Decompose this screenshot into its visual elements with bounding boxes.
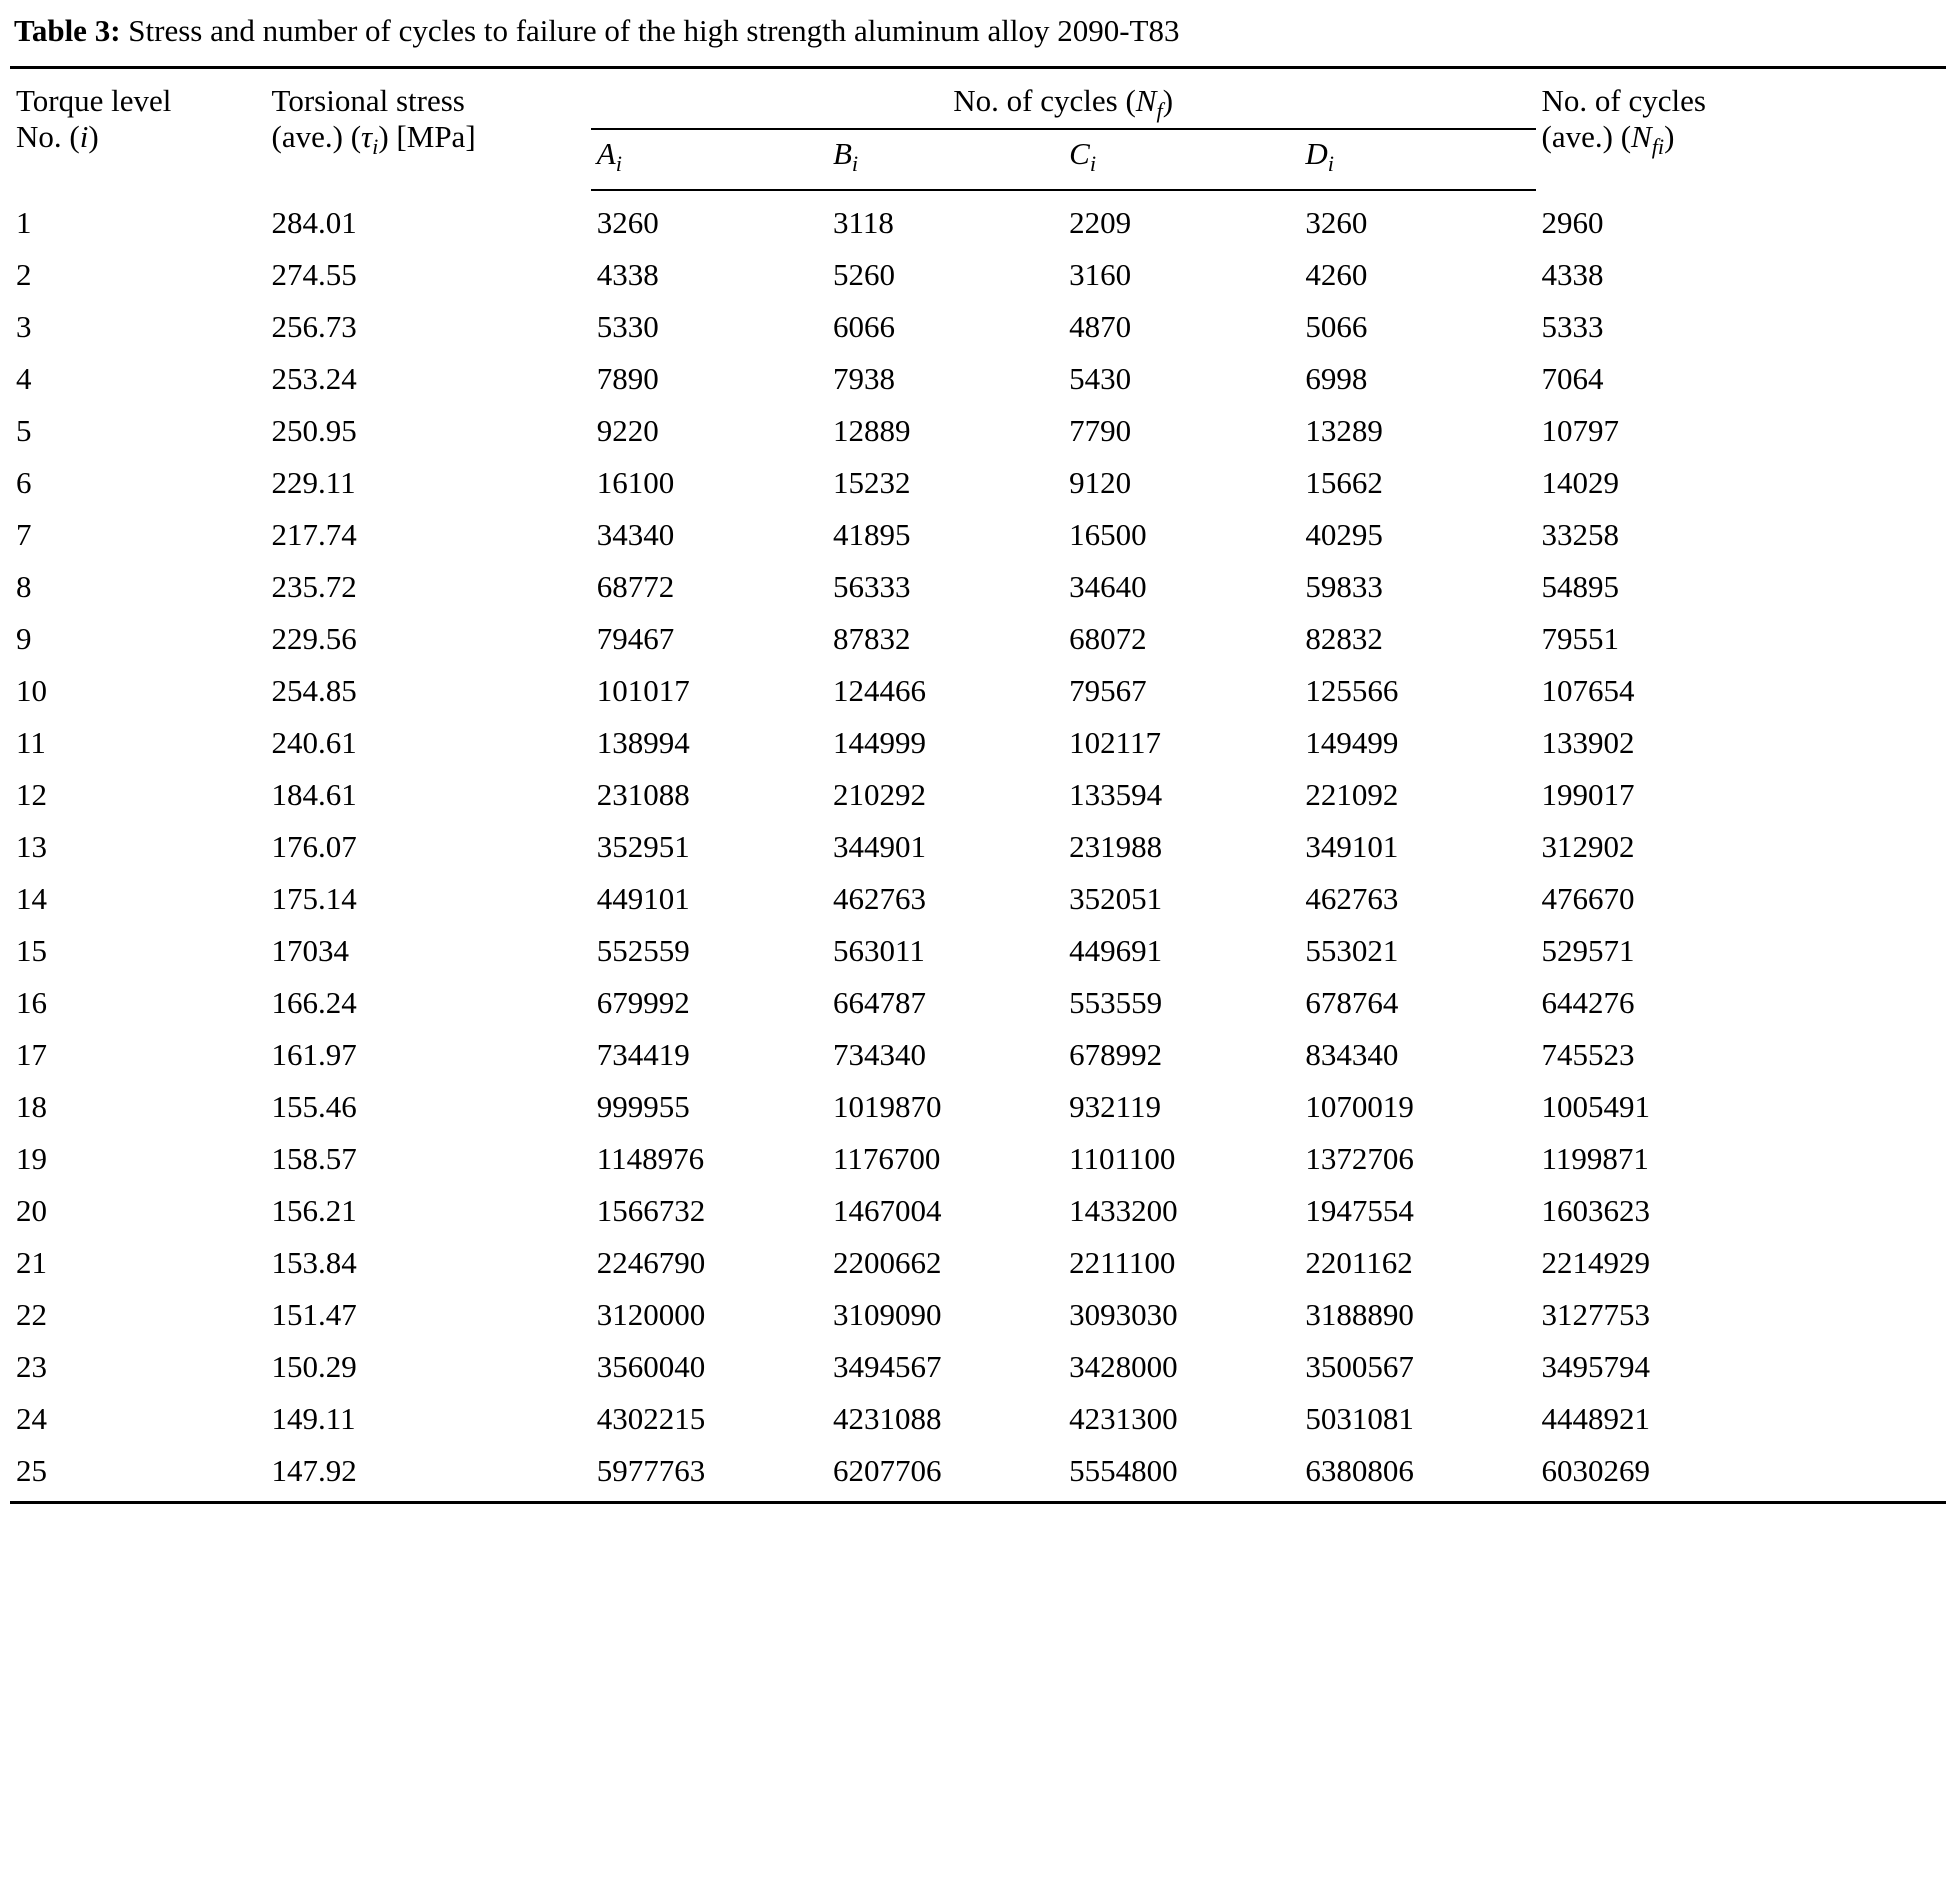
table-row — [10, 665, 1946, 717]
cell-torque-level: 17 — [16, 1037, 47, 1073]
cell-cycles-average: 199017 — [1541, 777, 1635, 813]
cell-cycles-d: 834340 — [1305, 1037, 1399, 1073]
cell-torsional-stress: 184.61 — [271, 777, 357, 813]
cell-cycles-average: 3127753 — [1541, 1297, 1651, 1333]
cell-torsional-stress: 284.01 — [271, 205, 357, 241]
cell-torsional-stress: 161.97 — [271, 1037, 357, 1073]
cell-cycles-b: 7938 — [832, 361, 895, 397]
cell-torsional-stress: 254.85 — [271, 673, 357, 709]
cell-torque-level: 8 — [16, 569, 32, 605]
cell-cycles-d: 15662 — [1305, 465, 1383, 501]
cell-torsional-stress: 158.57 — [271, 1141, 357, 1177]
cell-torque-level: 24 — [16, 1401, 47, 1437]
cell-torsional-stress: 176.07 — [271, 829, 357, 865]
header-row-group — [10, 67, 1946, 129]
table-row — [10, 1237, 1946, 1289]
cell-cycles-b: 3494567 — [832, 1349, 942, 1385]
cell-cycles-c: 68072 — [1069, 621, 1147, 657]
table-row — [10, 925, 1946, 977]
cell-cycles-c: 5430 — [1069, 361, 1132, 397]
cell-cycles-d: 82832 — [1305, 621, 1383, 657]
cell-torque-level: 15 — [16, 933, 47, 969]
cell-cycles-a: 16100 — [596, 465, 675, 501]
cell-torque-level: 13 — [16, 829, 47, 865]
cell-cycles-a: 734419 — [596, 1037, 690, 1073]
cell-cycles-c: 5554800 — [1063, 1445, 1299, 1503]
cell-cycles-c: 16500 — [1069, 517, 1147, 553]
cell-cycles-average: 10797 — [1541, 413, 1620, 449]
cell-cycles-b: 1019870 — [832, 1089, 942, 1125]
table-row — [10, 769, 1946, 821]
cell-cycles-d: 553021 — [1305, 933, 1399, 969]
cell-cycles-a: 138994 — [596, 725, 690, 761]
header-torsional-stress — [266, 67, 591, 190]
table-row — [10, 977, 1946, 1029]
table-row — [10, 509, 1946, 561]
header-cycles-average — [1536, 67, 1946, 190]
cell-cycles-b: 2200662 — [832, 1245, 942, 1281]
cell-cycles-average: 6030269 — [1536, 1445, 1946, 1503]
header-cycles-average-line2: (ave.) $(N_{fi})$ — [1541, 118, 1675, 160]
header-group-cycles: No. of cycles $(N_f)$ — [591, 67, 1536, 129]
header-torsional-stress-line1: Torsional stress — [271, 82, 465, 118]
cell-cycles-average: 745523 — [1541, 1037, 1635, 1073]
cell-torsional-stress: 217.74 — [271, 517, 357, 553]
cell-torsional-stress: 229.11 — [271, 465, 356, 501]
cell-cycles-d: 1372706 — [1305, 1141, 1414, 1177]
cell-cycles-d: 59833 — [1305, 569, 1383, 605]
cell-cycles-average: 1603623 — [1541, 1193, 1651, 1229]
cell-cycles-a: 679992 — [596, 985, 690, 1021]
cell-torque-level: 14 — [16, 881, 47, 917]
table-body — [10, 190, 1946, 1503]
cell-cycles-b: 1176700 — [832, 1141, 941, 1177]
header-cycles-average-line1: No. of cycles — [1541, 82, 1706, 118]
cell-cycles-d: 1070019 — [1305, 1089, 1414, 1125]
table-row — [10, 301, 1946, 353]
table-row — [10, 1289, 1946, 1341]
cell-cycles-b: 87832 — [832, 621, 911, 657]
table-row — [10, 249, 1946, 301]
cell-cycles-a: 3560040 — [596, 1349, 706, 1385]
cell-cycles-average: 107654 — [1541, 673, 1635, 709]
cell-cycles-a: 231088 — [596, 777, 690, 813]
cell-cycles-d: 3500567 — [1305, 1349, 1414, 1385]
cell-cycles-average: 1199871 — [1541, 1141, 1649, 1177]
header-col-b: $B_i$ — [827, 129, 1063, 190]
cell-cycles-b: 56333 — [832, 569, 911, 605]
cell-cycles-average: 476670 — [1541, 881, 1635, 917]
cell-cycles-b: 144999 — [832, 725, 926, 761]
cell-cycles-a: 3120000 — [596, 1297, 706, 1333]
cell-torque-level: 20 — [16, 1193, 47, 1229]
cell-torque-level: 10 — [16, 673, 47, 709]
cell-cycles-c: 352051 — [1069, 881, 1163, 917]
cell-cycles-b: 1467004 — [832, 1193, 942, 1229]
cell-cycles-b: 41895 — [832, 517, 911, 553]
cell-cycles-c: 4231300 — [1069, 1401, 1178, 1437]
table-head — [10, 67, 1946, 190]
cell-cycles-d: 1947554 — [1305, 1193, 1414, 1229]
cell-cycles-a: 79467 — [596, 621, 675, 657]
cell-torsional-stress: 256.73 — [271, 309, 357, 345]
cell-cycles-b: 124466 — [832, 673, 926, 709]
cell-cycles-c: 34640 — [1069, 569, 1147, 605]
table-row — [10, 1133, 1946, 1185]
cell-cycles-c: 3160 — [1069, 257, 1132, 293]
cell-torsional-stress: 155.46 — [271, 1089, 357, 1125]
cell-cycles-d: 40295 — [1305, 517, 1383, 553]
cell-cycles-d: 6380806 — [1299, 1445, 1535, 1503]
cell-torsional-stress: 240.61 — [271, 725, 357, 761]
cell-torsional-stress: 166.24 — [271, 985, 357, 1021]
cell-cycles-c: 449691 — [1069, 933, 1163, 969]
cell-torsional-stress: 17034 — [271, 933, 350, 969]
cell-cycles-d: 6998 — [1305, 361, 1368, 397]
cell-cycles-average: 312902 — [1541, 829, 1635, 865]
cell-torsional-stress: 175.14 — [271, 881, 357, 917]
cell-cycles-a: 352951 — [596, 829, 690, 865]
cell-cycles-a: 3260 — [596, 205, 659, 241]
cell-cycles-a: 4338 — [596, 257, 659, 293]
cell-cycles-a: 5977763 — [591, 1445, 827, 1503]
cell-torque-level: 2 — [16, 257, 32, 293]
cell-cycles-c: 678992 — [1069, 1037, 1163, 1073]
table-row — [10, 613, 1946, 665]
cell-torque-level: 16 — [16, 985, 47, 1021]
cell-torque-level: 5 — [16, 413, 32, 449]
cell-torsional-stress: 253.24 — [271, 361, 357, 397]
cell-torsional-stress: 153.84 — [271, 1245, 357, 1281]
cell-cycles-average: 2960 — [1541, 205, 1604, 241]
cell-cycles-c: 2209 — [1069, 205, 1132, 241]
cell-cycles-average: 1005491 — [1541, 1089, 1651, 1125]
cell-cycles-c: 553559 — [1069, 985, 1163, 1021]
cell-cycles-b: 210292 — [832, 777, 926, 813]
cell-cycles-average: 4448921 — [1541, 1401, 1651, 1437]
cell-cycles-b: 12889 — [832, 413, 911, 449]
table-caption-label: Table 3: — [14, 13, 121, 48]
cell-cycles-a: 34340 — [596, 517, 675, 553]
cell-cycles-c: 932119 — [1069, 1089, 1162, 1125]
cell-cycles-a: 1566732 — [596, 1193, 706, 1229]
table-row — [10, 1445, 1946, 1503]
cell-torsional-stress: 229.56 — [271, 621, 357, 657]
cell-cycles-d: 5066 — [1305, 309, 1368, 345]
cell-cycles-c: 9120 — [1069, 465, 1132, 501]
cell-cycles-c: 1101100 — [1069, 1141, 1176, 1177]
cell-torsional-stress: 235.72 — [271, 569, 357, 605]
cell-torque-level: 12 — [16, 777, 47, 813]
cell-cycles-d: 4260 — [1305, 257, 1368, 293]
cell-cycles-c: 102117 — [1069, 725, 1162, 761]
cell-torsional-stress: 250.95 — [271, 413, 357, 449]
cell-cycles-d: 149499 — [1305, 725, 1399, 761]
header-col-c: $C_i$ — [1063, 129, 1299, 190]
cell-cycles-b: 15232 — [832, 465, 911, 501]
cell-torsional-stress: 147.92 — [266, 1445, 591, 1503]
cell-cycles-c: 2211100 — [1069, 1245, 1176, 1281]
cell-cycles-d: 462763 — [1305, 881, 1399, 917]
cell-cycles-b: 5260 — [832, 257, 895, 293]
cell-cycles-c: 231988 — [1069, 829, 1163, 865]
cell-cycles-average: 3495794 — [1541, 1349, 1651, 1385]
table-row — [10, 1393, 1946, 1445]
cell-cycles-b: 462763 — [832, 881, 926, 917]
cell-cycles-average: 529571 — [1541, 933, 1635, 969]
cell-torsional-stress: 156.21 — [271, 1193, 357, 1229]
cell-cycles-d: 2201162 — [1305, 1245, 1413, 1281]
cell-cycles-a: 999955 — [596, 1089, 690, 1125]
table-row — [10, 1081, 1946, 1133]
cell-cycles-average: 79551 — [1541, 621, 1620, 657]
cell-cycles-c: 1433200 — [1069, 1193, 1178, 1229]
cell-cycles-c: 3428000 — [1069, 1349, 1178, 1385]
cell-cycles-a: 552559 — [596, 933, 690, 969]
cell-cycles-c: 4870 — [1069, 309, 1132, 345]
cell-cycles-average: 4338 — [1541, 257, 1604, 293]
cell-cycles-d: 125566 — [1305, 673, 1399, 709]
cell-cycles-average: 5333 — [1541, 309, 1604, 345]
header-col-a: $A_i$ — [591, 129, 827, 190]
cell-cycles-c: 3093030 — [1069, 1297, 1178, 1333]
cell-cycles-average: 7064 — [1541, 361, 1604, 397]
table-row — [10, 1341, 1946, 1393]
cell-torque-level: 22 — [16, 1297, 47, 1333]
cell-cycles-a: 449101 — [596, 881, 690, 917]
cell-torque-level: 6 — [16, 465, 32, 501]
cell-cycles-d: 678764 — [1305, 985, 1399, 1021]
cell-cycles-average: 133902 — [1541, 725, 1635, 761]
cell-cycles-c: 79567 — [1069, 673, 1147, 709]
cell-cycles-a: 68772 — [596, 569, 675, 605]
cell-torque-level: 1 — [16, 205, 32, 241]
cell-torque-level: 23 — [16, 1349, 47, 1385]
data-table — [10, 66, 1946, 1504]
cell-cycles-b: 563011 — [832, 933, 925, 969]
cell-cycles-d: 221092 — [1305, 777, 1399, 813]
cell-cycles-b: 3118 — [832, 205, 894, 241]
cell-torsional-stress: 150.29 — [271, 1349, 357, 1385]
cell-torque-level: 21 — [16, 1245, 47, 1281]
cell-cycles-b: 4231088 — [832, 1401, 942, 1437]
header-torque-level-line1: Torque level — [16, 82, 172, 118]
header-torsional-stress-line2: (ave.) $(\tau_i)$ [MPa] — [271, 118, 476, 160]
cell-cycles-a: 2246790 — [596, 1245, 706, 1281]
cell-torque-level: 9 — [16, 621, 32, 657]
cell-cycles-c: 7790 — [1069, 413, 1132, 449]
cell-cycles-d: 349101 — [1305, 829, 1399, 865]
table-row — [10, 353, 1946, 405]
table-row — [10, 457, 1946, 509]
cell-cycles-a: 101017 — [596, 673, 690, 709]
table-row — [10, 190, 1946, 249]
cell-torque-level: 4 — [16, 361, 32, 397]
cell-cycles-d: 5031081 — [1305, 1401, 1414, 1437]
cell-cycles-a: 5330 — [596, 309, 659, 345]
cell-cycles-average: 33258 — [1541, 517, 1620, 553]
header-torque-level — [10, 67, 266, 190]
cell-torque-level: 11 — [16, 725, 46, 761]
table-caption — [10, 0, 1946, 66]
table-caption-text: Stress and number of cycles to failure of the high strength aluminum alloy 2090-T83 — [128, 13, 1180, 48]
cell-cycles-b: 6066 — [832, 309, 895, 345]
cell-cycles-b: 3109090 — [832, 1297, 942, 1333]
cell-cycles-a: 7890 — [596, 361, 659, 397]
cell-torque-level: 3 — [16, 309, 32, 345]
cell-cycles-b: 734340 — [832, 1037, 926, 1073]
cell-cycles-average: 54895 — [1541, 569, 1620, 605]
cell-torque-level: 18 — [16, 1089, 47, 1125]
table-row — [10, 1029, 1946, 1081]
cell-torque-level: 7 — [16, 517, 32, 553]
header-torque-level-line2: No. (i) — [16, 118, 99, 154]
cell-cycles-c: 133594 — [1069, 777, 1163, 813]
cell-cycles-a: 4302215 — [596, 1401, 706, 1437]
cell-cycles-b: 664787 — [832, 985, 926, 1021]
cell-cycles-b: 344901 — [832, 829, 926, 865]
cell-cycles-d: 3188890 — [1305, 1297, 1414, 1333]
cell-cycles-a: 1148976 — [596, 1141, 705, 1177]
table-row — [10, 1185, 1946, 1237]
cell-cycles-average: 2214929 — [1541, 1245, 1651, 1281]
cell-cycles-b: 6207706 — [827, 1445, 1063, 1503]
cell-torque-level: 25 — [10, 1445, 266, 1503]
cell-cycles-average: 644276 — [1541, 985, 1635, 1021]
cell-torque-level: 19 — [16, 1141, 47, 1177]
cell-cycles-d: 13289 — [1305, 413, 1383, 449]
cell-torsional-stress: 274.55 — [271, 257, 357, 293]
table-row — [10, 405, 1946, 457]
table-row — [10, 561, 1946, 613]
cell-cycles-d: 3260 — [1305, 205, 1368, 241]
table-row — [10, 873, 1946, 925]
cell-torsional-stress: 149.11 — [271, 1401, 356, 1437]
cell-torsional-stress: 151.47 — [271, 1297, 357, 1333]
cell-cycles-a: 9220 — [596, 413, 659, 449]
table-row — [10, 717, 1946, 769]
header-col-d: $D_i$ — [1299, 129, 1535, 190]
table-row — [10, 821, 1946, 873]
cell-cycles-average: 14029 — [1541, 465, 1620, 501]
